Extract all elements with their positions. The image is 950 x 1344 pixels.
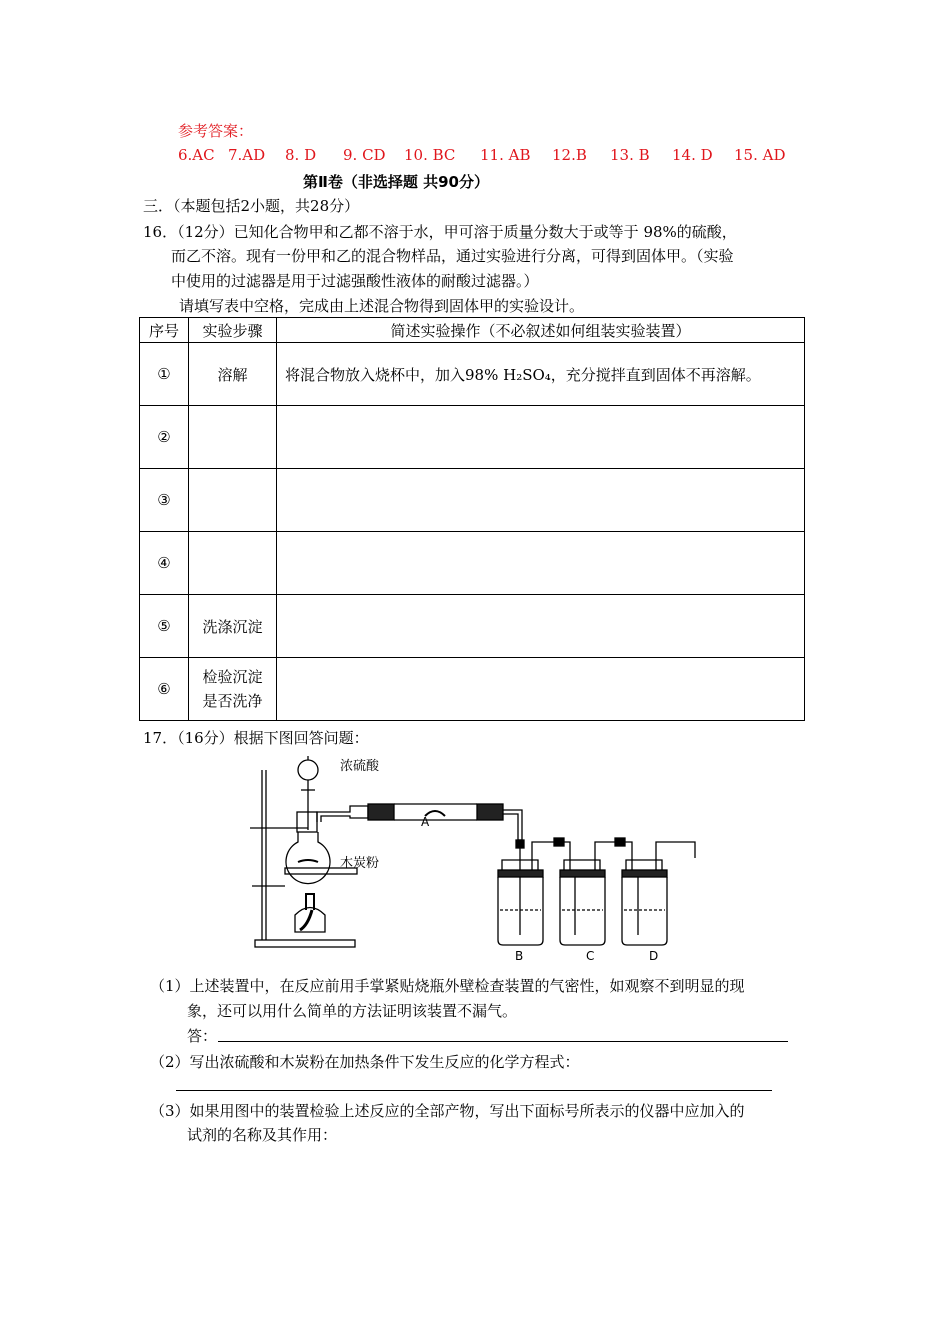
answer-line-2[interactable]	[176, 1090, 772, 1091]
answer-item: 9. CD	[343, 146, 386, 164]
table-row	[140, 532, 805, 595]
answers-heading: 参考答案：	[178, 122, 254, 140]
row-no: ②	[140, 406, 189, 469]
part2-title: 第Ⅱ卷（非选择题 共90分）	[303, 173, 489, 191]
row-step-line: 是否洗净	[202, 692, 263, 710]
label-b: B	[515, 949, 524, 963]
answers-list	[178, 146, 785, 164]
q17-sub1-line2: 象，还可以用什么简单的方法证明该装置不漏气。	[187, 1002, 518, 1020]
answer-item: 14. D	[672, 146, 713, 164]
row-step-input[interactable]	[189, 406, 277, 469]
table-row	[140, 658, 805, 721]
label-a: A	[421, 815, 430, 829]
q17-sub3-line1: （3）如果用图中的装置检验上述反应的全部产物，写出下面标号所表示的仪器中应加入的	[150, 1102, 745, 1120]
row-step-input[interactable]	[189, 532, 277, 595]
q16-line1: 16．（12分）已知化合物甲和乙都不溶于水，甲可溶于质量分数大于或等于 98%的硫酸，	[143, 223, 737, 241]
tube-a-stopper	[477, 804, 503, 820]
separatory-funnel	[298, 760, 318, 780]
row-operation: 将混合物放入烧杯中，加入98% H₂SO₄，充分搅拌直到固体不再溶解。	[277, 343, 805, 406]
row-step: 溶解	[189, 343, 277, 406]
answer-item: 11. AB	[480, 146, 531, 164]
table-row	[140, 595, 805, 658]
answer-item: 8. D	[285, 146, 317, 164]
answer-item: 13. B	[610, 146, 650, 164]
label-charcoal: 木炭粉	[340, 856, 380, 871]
row-operation-input[interactable]	[277, 532, 805, 595]
header-step: 实验步骤	[189, 318, 277, 343]
answer-item: 15. AD	[734, 146, 786, 164]
label-conc-sulfuric-acid: 浓硫酸	[340, 759, 380, 774]
answer-line-1[interactable]	[218, 1041, 788, 1042]
row-step-line: 检验沉淀	[202, 668, 263, 686]
answer-item: 10. BC	[404, 146, 456, 164]
row-operation-input[interactable]	[277, 595, 805, 658]
row-no: ③	[140, 469, 189, 532]
row-operation-input[interactable]	[277, 469, 805, 532]
apparatus-figure	[240, 750, 710, 965]
q16-line4: 请填写表中空格，完成由上述混合物得到固体甲的实验设计。	[179, 297, 585, 315]
flask-stopper	[297, 812, 317, 832]
round-bottom-flask	[286, 832, 330, 884]
q17-sub2: （2）写出浓硫酸和木炭粉在加热条件下发生反应的化学方程式：	[150, 1053, 580, 1071]
row-step-input[interactable]	[189, 469, 277, 532]
row-step	[189, 658, 277, 721]
table-row	[140, 406, 805, 469]
bottle-c	[560, 877, 605, 945]
row-no: ①	[140, 343, 189, 406]
table-header-row	[140, 318, 805, 343]
q16-line3: 中使用的过滤器是用于过滤强酸性液体的耐酸过滤器。）	[171, 272, 539, 290]
answer-item: 7.AD	[228, 146, 266, 164]
answer-item: 12.B	[552, 146, 587, 164]
header-operation: 简述实验操作（不必叙述如何组装实验装置）	[277, 318, 805, 343]
q17-sub1-line1: （1）上述装置中，在反应前用手掌紧贴烧瓶外壁检查装置的气密性，如观察不到明显的现	[150, 977, 745, 995]
section3-heading: 三．（本题包括2小题，共28分）	[143, 197, 360, 215]
label-d: D	[649, 949, 659, 963]
row-step: 洗涤沉淀	[189, 595, 277, 658]
experiment-table	[139, 317, 805, 721]
tube-a-stopper	[368, 804, 394, 820]
q17-sub3-line2: 试剂的名称及其作用：	[187, 1126, 338, 1144]
row-no: ⑥	[140, 658, 189, 721]
table-row	[140, 343, 805, 406]
label-c: C	[586, 949, 595, 963]
table-row	[140, 469, 805, 532]
row-operation-input[interactable]	[277, 658, 805, 721]
stand-base	[255, 940, 355, 947]
row-no: ⑤	[140, 595, 189, 658]
header-no: 序号	[140, 318, 189, 343]
q17-intro: 17．（16分）根据下图回答问题：	[143, 729, 369, 747]
row-operation-input[interactable]	[277, 406, 805, 469]
bottle-d	[622, 877, 667, 945]
row-no: ④	[140, 532, 189, 595]
q16-line2: 而乙不溶。现有一份甲和乙的混合物样品，通过实验进行分离，可得到固体甲。（实验	[171, 247, 734, 265]
answer-item: 6.AC	[178, 146, 215, 164]
q17-sub1-answer-label: 答：	[187, 1027, 218, 1045]
